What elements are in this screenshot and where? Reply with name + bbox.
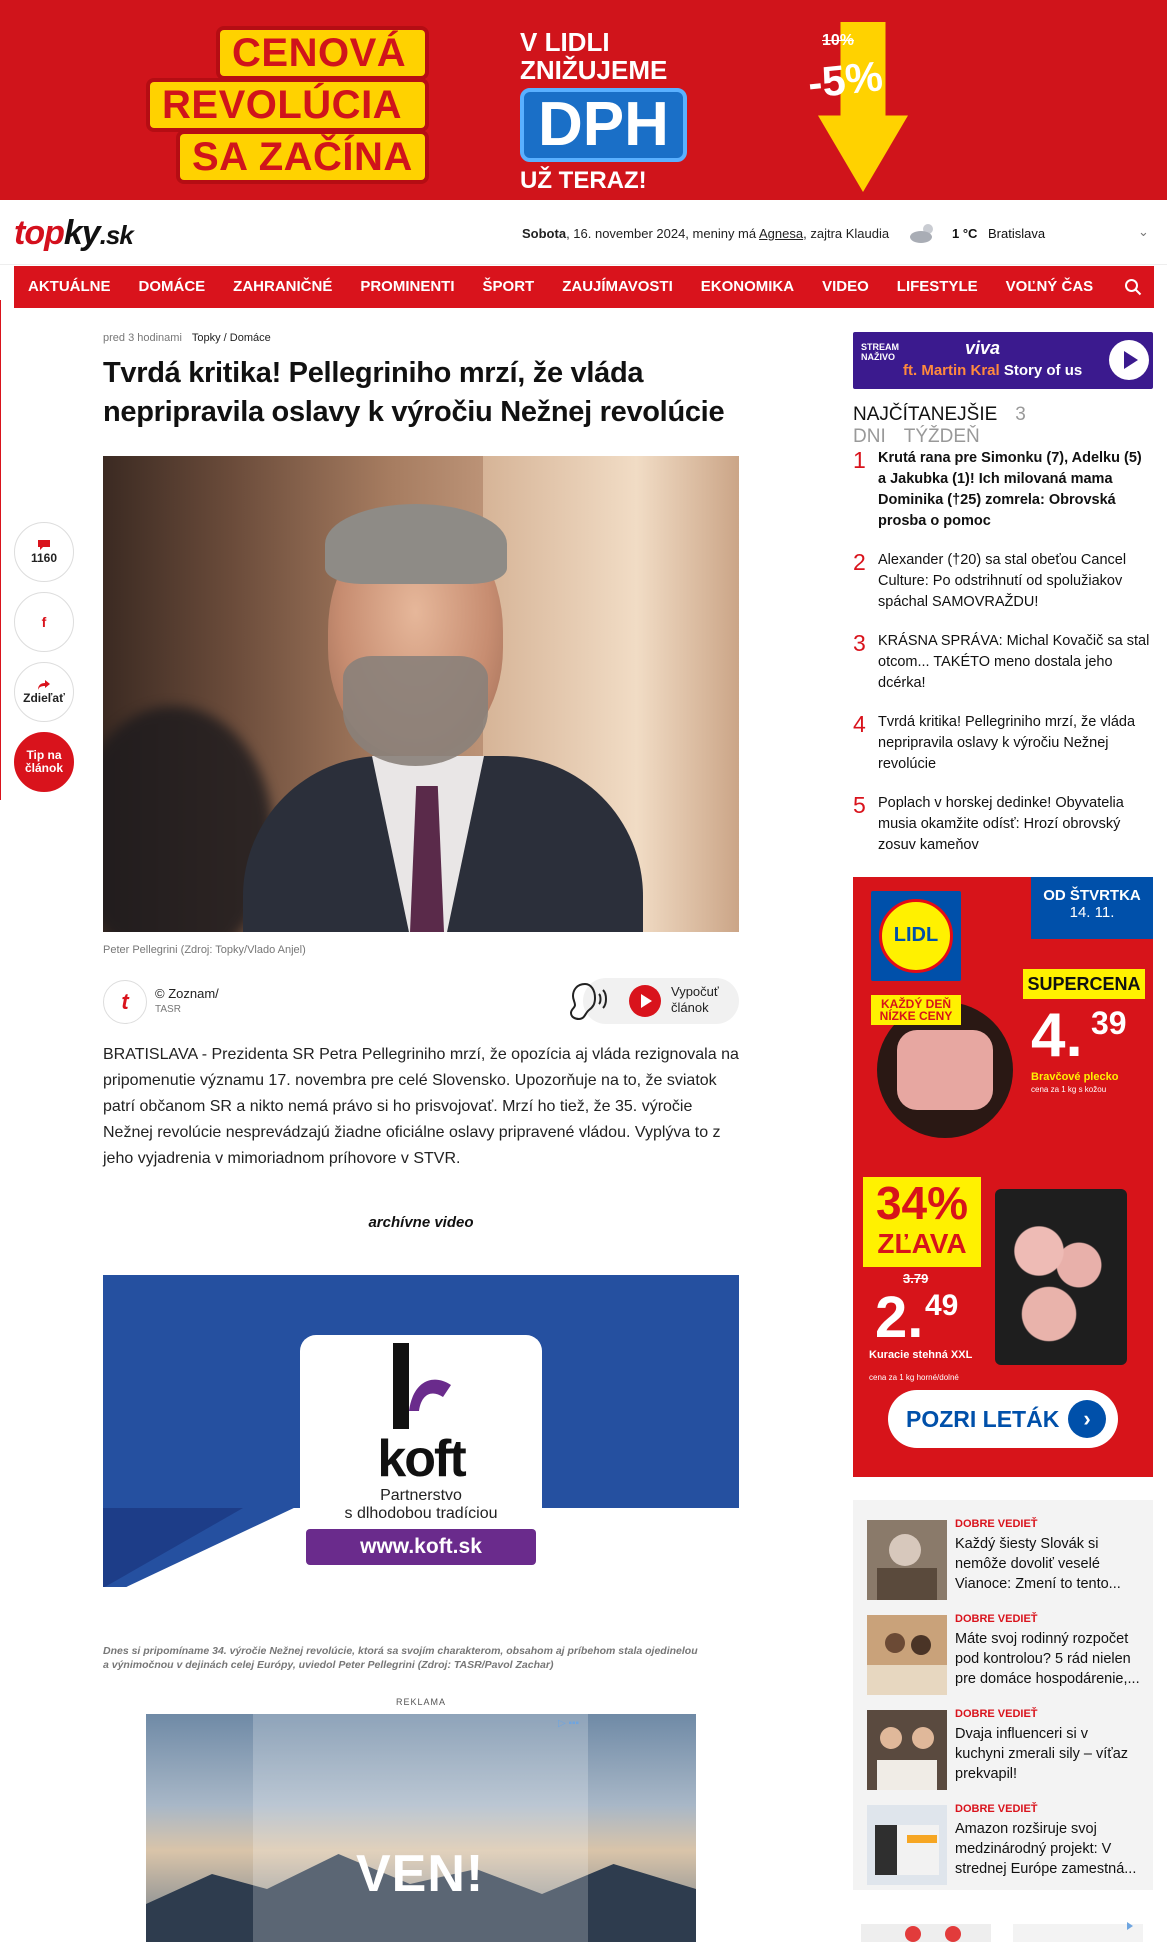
tomorrow-nameday: , zajtra Klaudia <box>803 226 890 241</box>
logo-part-ky: ky <box>63 214 100 252</box>
discount-percent: 34% <box>875 1177 969 1229</box>
list-item[interactable] <box>867 1803 1147 1887</box>
tip-label-1: Tip na <box>26 748 62 762</box>
thumbnail-image <box>867 1805 947 1885</box>
article-meta <box>103 332 271 344</box>
article-title: Tvrdá kritika! Pellegriniho mrzí, že vláda nepripravila oslavy k výročiu Nežnej revolúcie <box>103 357 725 428</box>
comments-button[interactable] <box>14 522 74 582</box>
photo-beard <box>343 656 488 766</box>
list-item-title: Poplach v horskej dedinke! Obyvatelia musia okamžite odísť: Hrozí obrovský zosuv kameňov <box>878 795 1124 853</box>
most-read-list <box>853 448 1153 874</box>
tab-najcitanejsie[interactable]: NAJČÍTANEJŠIE <box>853 404 998 425</box>
banner-percent: -5% <box>805 52 885 107</box>
left-red-rule <box>0 300 1 800</box>
nav-item-zahranicne[interactable]: ZAHRANIČNÉ <box>233 278 333 295</box>
lidl-date-label: OD ŠTVRTKA <box>1043 887 1141 904</box>
rank-number: 5 <box>853 792 866 818</box>
play-icon[interactable] <box>1109 340 1149 380</box>
price-whole: 2. <box>875 1285 924 1350</box>
banner-mid-2: ZNIŽUJEME <box>520 55 668 85</box>
nameday-link[interactable]: Agnesa <box>759 226 804 241</box>
banner-old-percent: 10% <box>822 32 855 49</box>
listen-article-button[interactable] <box>583 978 739 1024</box>
rank-number: 2 <box>853 549 866 575</box>
viva-stream-ad[interactable] <box>853 332 1153 389</box>
tab-3-dni[interactable]: 3 DNI <box>853 404 1026 447</box>
list-item-title: Tvrdá kritika! Pellegriniho mrzí, že vláda nepripravila oslavy k výročiu Nežnej revolúcie <box>878 714 1136 772</box>
list-item[interactable] <box>853 448 1153 532</box>
comments-count: 1160 <box>30 551 58 565</box>
share-icon <box>37 679 51 691</box>
chevron-right-icon: › <box>1068 1400 1106 1438</box>
rank-number: 3 <box>853 630 866 656</box>
date-text: , 16. november 2024, meniny má <box>566 226 760 241</box>
discount-badge <box>863 1177 981 1267</box>
photo-caption: Peter Pellegrini (Zdroj: Topky/Vlado Anjel) <box>103 944 306 956</box>
low-prices-badge: KAŽDÝ DEŇ NÍZKE CENY <box>871 995 961 1025</box>
koft-tagline <box>300 1487 542 1523</box>
product-name: Bravčové plecko <box>1031 1071 1119 1083</box>
rank-number: 4 <box>853 711 866 737</box>
banner-arrow <box>800 22 920 192</box>
stream-label-2: NAŽIVO <box>861 352 896 362</box>
supercena-label: SUPERCENA <box>1023 969 1145 999</box>
stream-song: Story of us <box>999 362 1083 379</box>
banner-slogan <box>150 30 425 186</box>
item-title: Amazon rozširuje svoj medzinárodný projekt: V strednej Európe zamestná... <box>955 1821 1137 1877</box>
lidl-date: 14. 11. <box>1069 904 1115 921</box>
chicken-image <box>995 1189 1127 1365</box>
banner-mid-3: UŽ TERAZ! <box>520 167 647 194</box>
list-item[interactable] <box>867 1708 1147 1792</box>
list-item[interactable] <box>853 631 1153 694</box>
product-desc: cena za 1 kg s kožou <box>1031 1085 1107 1094</box>
source-logo: t <box>103 980 147 1024</box>
bottom-product-ad[interactable] <box>853 1918 1153 1942</box>
nav-item-lifestyle[interactable]: LIFESTYLE <box>896 278 978 295</box>
nav-item-ekonomika[interactable]: EKONOMIKA <box>700 278 795 295</box>
comment-icon <box>37 539 51 551</box>
koft-wordmark: koft <box>377 1430 465 1488</box>
ad-overlay <box>253 1714 588 1942</box>
price-whole: 4. <box>1031 1001 1083 1070</box>
list-item[interactable] <box>867 1613 1147 1697</box>
site-logo[interactable] <box>14 214 133 253</box>
stream-label <box>861 342 899 362</box>
video-caption: Dnes si pripomíname 34. výročie Nežnej revolúcie, ktorá sa svojím charakterom, obsahom aj príbehom stala ojedinelou a výnimočnou v dejinách celej Európy, uviedol Peter Pellegrini (Zdroj: TASR/Pavol Zachar) <box>103 1645 698 1671</box>
weather-city[interactable]: Bratislava <box>988 226 1046 241</box>
tip-label-2: článok <box>24 761 63 775</box>
site-header <box>0 200 1167 265</box>
banner-line-1: CENOVÁ <box>220 30 425 76</box>
thumbnail-image <box>867 1710 947 1790</box>
day-name: Sobota <box>522 226 567 241</box>
thumbnail-image <box>867 1520 947 1600</box>
item-kicker: DOBRE VEDIEŤ <box>955 1518 1038 1530</box>
banner-mid-1: V LIDLI <box>520 27 610 57</box>
listening-head-icon <box>565 980 609 1022</box>
listen-label <box>671 984 719 1016</box>
share-button[interactable] <box>14 662 74 722</box>
facebook-icon: f <box>41 614 47 630</box>
price-cents: 39 <box>1091 1005 1127 1041</box>
product-desc: cena za 1 kg horné/dolné <box>869 1373 959 1382</box>
koft-tagline-2: s dlhodobou tradíciou <box>344 1505 498 1522</box>
share-label: Zdieľať <box>23 691 65 705</box>
item-kicker: DOBRE VEDIEŤ <box>955 1613 1038 1625</box>
nav-item-zaujimavosti[interactable]: ZAUJÍMAVOSTI <box>562 278 673 295</box>
tip-article-button[interactable] <box>14 732 74 792</box>
lidl-logo-text: LIDL <box>893 924 939 946</box>
stream-label-1: STREAM <box>861 342 899 352</box>
banner-line-2: REVOLÚCIA <box>150 82 425 128</box>
nav-item-aktualne[interactable]: AKTUÁLNE <box>28 278 111 295</box>
item-kicker: DOBRE VEDIEŤ <box>955 1803 1038 1815</box>
source-row <box>103 978 739 1024</box>
cloud-sun-icon <box>908 222 938 244</box>
top-banner-ad[interactable] <box>0 0 1167 200</box>
source-name: © Zoznam/ <box>155 986 219 1001</box>
dateline <box>522 226 889 241</box>
ad-label: REKLAMA <box>395 1697 446 1707</box>
banner-dph: DPH <box>520 88 687 162</box>
chevron-down-icon[interactable]: ⌄ <box>1138 224 1149 239</box>
list-item-title: Alexander (†20) sa stal obeťou Cancel Culture: Po odstrihnutí od spolužiakov spáchal SAMOVRAŽDU! <box>878 552 1127 610</box>
article-photo[interactable] <box>103 456 739 932</box>
discount-label: ZĽAVA <box>877 1228 967 1259</box>
list-item[interactable] <box>867 1518 1147 1602</box>
koft-logo-icon <box>373 1341 463 1431</box>
good-to-know-box <box>853 1500 1153 1890</box>
article-lead: BRATISLAVA - Prezidenta SR Petra Pellegriniho mrzí, že opozícia aj vláda rezignovala na pripomenutie významu 17. novembra pre celé Slovensko. Upozorňuje na to, že sviatok patrí občanom SR a nikto nemá právo si ho prisvojovať. Mrzí ho tiež, že 35. výročie Nežnej revolúcie nesprevádzajú žiadne oficiálne oslavy pripravené vládou. Vyplýva to z jeho vyjadrenia v mimoriadnom príhovore v STVR. <box>103 1046 739 1167</box>
photo-hair <box>325 504 507 584</box>
product-name: Kuracie stehná XXL <box>869 1349 973 1361</box>
banner-dph-block <box>520 28 687 196</box>
lidl-date-box <box>1031 877 1153 939</box>
chicken-price <box>863 1267 981 1387</box>
price-cents: 49 <box>925 1289 959 1322</box>
tab-tyzden[interactable]: TÝŽDEŇ <box>903 426 980 447</box>
koft-video-ad[interactable] <box>103 1275 739 1587</box>
main-nav <box>14 266 1154 308</box>
nav-item-sport[interactable]: ŠPORT <box>482 278 535 295</box>
old-price: 3.79 <box>903 1271 929 1286</box>
item-title: Máte svoj rodinný rozpočet pod kontrolou? 5 rád nielen pre domáce hospodárenie,... <box>955 1631 1140 1687</box>
pork-price <box>1023 999 1145 1109</box>
lidl-logo <box>871 891 961 981</box>
thumbnail-image <box>867 1615 947 1695</box>
rank-number: 1 <box>853 447 866 473</box>
adchoices-icon[interactable]: ▷ ▪▪▪ <box>558 1718 580 1729</box>
nav-item-video[interactable]: VIDEO <box>822 278 869 295</box>
play-icon <box>629 985 661 1017</box>
ad-headline: VEN! <box>356 1845 485 1903</box>
lidl-ad[interactable] <box>853 877 1153 1477</box>
popular-tabs <box>853 404 1153 448</box>
view-leaflet-button[interactable] <box>888 1390 1118 1448</box>
listen-label-2: článok <box>671 1000 709 1015</box>
item-kicker: DOBRE VEDIEŤ <box>955 1708 1038 1720</box>
temperature: 1 °C <box>952 226 978 241</box>
facebook-share-button[interactable] <box>14 592 74 652</box>
stream-title <box>903 362 1082 379</box>
koft-url: www.koft.sk <box>306 1529 536 1565</box>
list-item[interactable] <box>853 712 1153 775</box>
banner-line-3: SA ZAČÍNA <box>180 134 425 180</box>
list-item[interactable] <box>853 793 1153 856</box>
nav-item-domace[interactable]: DOMÁCE <box>138 278 206 295</box>
article-time: pred 3 hodinami <box>103 332 182 344</box>
nav-item-volny-cas[interactable]: VOĽNÝ ČAS <box>1005 278 1094 295</box>
list-item-title: KRÁSNA SPRÁVA: Michal Kovačič sa stal otcom... TAKÉTO meno dostala jeho dcérka! <box>878 633 1150 691</box>
video-label: archívne video <box>368 1214 474 1231</box>
item-title: Každý šiesty Slovák si nemôže dovoliť veselé Vianoce: Zmení to tento... <box>955 1536 1121 1592</box>
item-title: Dvaja influenceri si v kuchyni zmerali sily – víťaz prekvapil! <box>955 1726 1129 1782</box>
source-agency: TASR <box>155 1004 181 1015</box>
list-item-title: Krutá rana pre Simonku (7), Adelku (5) a Jakubka (1)! Ich milovaná mama Dominika (†25) zomrela: Obrovská prosba o pomoc <box>878 450 1142 529</box>
listen-label-1: Vypočuť <box>671 984 719 999</box>
stream-artist: ft. Martin Kral <box>903 362 1000 379</box>
logo-part-sk: .sk <box>99 220 133 250</box>
viva-logo: viva <box>965 338 1001 358</box>
list-item[interactable] <box>853 550 1153 613</box>
logo-part-top: top <box>14 214 64 252</box>
search-icon[interactable] <box>1124 278 1142 296</box>
nav-item-prominenti[interactable]: PROMINENTI <box>360 278 455 295</box>
koft-tagline-1: Partnerstvo <box>380 1487 462 1504</box>
view-leaflet-label: POZRI LETÁK <box>906 1406 1060 1432</box>
breadcrumb[interactable]: Topky / Domáce <box>191 332 271 344</box>
mountain-ad[interactable] <box>146 1714 696 1942</box>
